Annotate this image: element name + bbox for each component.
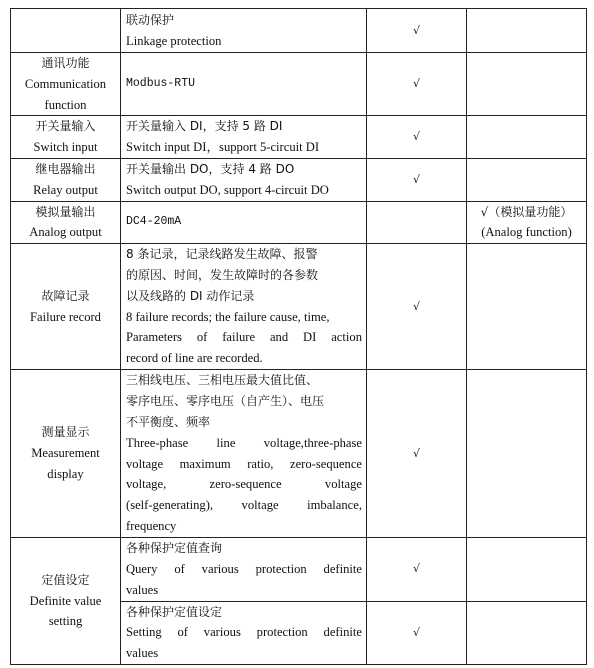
description-line: voltage maximum ratio, zero-sequence <box>126 456 362 471</box>
table-row <box>11 53 587 116</box>
description-cell <box>121 9 367 53</box>
optional-cell <box>467 9 587 53</box>
description-cell <box>121 370 367 538</box>
function-cell <box>11 9 121 53</box>
check-mark-icon: √ <box>412 299 420 313</box>
description: DC4-20mA <box>126 214 182 228</box>
description-line: (self-generating), voltage imbalance, <box>126 498 362 513</box>
description-line: 零序电压、零序电压（自产生）、电压 <box>126 394 325 409</box>
description-cell <box>121 601 367 664</box>
function-cell <box>11 201 121 244</box>
description-line: Three-phase line voltage,three-phase <box>126 435 362 450</box>
description-cell <box>121 53 367 116</box>
description-en: Switch output DO, support 4-circuit DO <box>126 182 329 197</box>
function-en: Measurement <box>31 446 100 461</box>
table-row <box>11 9 587 53</box>
description-line: 不平衡度、频率 <box>126 415 211 430</box>
function-cell <box>11 116 121 159</box>
description-line: 三相线电压、三相电压最大值比值、 <box>126 373 319 388</box>
check-mark-icon: √ <box>412 562 420 576</box>
optional-cell <box>467 158 587 201</box>
standard-check-cell <box>367 158 467 201</box>
optional-cell <box>467 244 587 370</box>
table-row <box>11 201 587 244</box>
description-cell <box>121 201 367 244</box>
function-cn: 开关量输入 <box>35 119 96 134</box>
description-cell <box>121 244 367 370</box>
description-line: frequency <box>126 519 177 534</box>
optional-cell <box>467 116 587 159</box>
function-en: display <box>47 467 84 482</box>
function-en: Communication <box>24 76 107 91</box>
standard-check-cell <box>367 201 467 244</box>
function-cn: 测量显示 <box>41 425 90 440</box>
standard-check-cell <box>367 53 467 116</box>
standard-check-cell <box>367 601 467 664</box>
description-line: 8 条记录，记录线路发生故障、报警 <box>126 247 318 262</box>
description-cn: 联动保护 <box>126 12 175 27</box>
optional-note-en: (Analog function) <box>481 225 572 240</box>
check-mark-icon: √ <box>412 77 420 91</box>
description-line: Setting of various protection definite <box>126 625 362 640</box>
optional-note-cn: √（模拟量功能） <box>480 204 573 219</box>
function-cell <box>11 538 121 665</box>
description-line: 的原因、时间，发生故障时的各参数 <box>126 268 319 283</box>
optional-cell <box>467 538 587 601</box>
standard-check-cell <box>367 538 467 601</box>
description-cell <box>121 538 367 601</box>
description-line: record of line are recorded. <box>126 351 263 366</box>
description-line: Parameters of failure and DI action <box>126 330 362 345</box>
table-row <box>11 116 587 159</box>
description-en: Switch input DI，support 5-circuit DI <box>126 140 320 155</box>
description-line: values <box>126 582 159 597</box>
table-row <box>11 538 587 601</box>
description-cn: 开关量输入 DI，支持 5 路 DI <box>126 119 283 134</box>
check-mark-icon: √ <box>412 172 420 186</box>
function-cn: 模拟量输出 <box>35 204 96 219</box>
check-mark-icon: √ <box>412 446 420 460</box>
description-line: 8 failure records; the failure cause, time, <box>126 309 330 324</box>
function-en: Failure record <box>30 309 101 324</box>
description-line: voltage, zero-sequence voltage <box>126 477 362 492</box>
description-en: Linkage protection <box>126 33 222 48</box>
function-en: Definite value <box>29 593 102 608</box>
function-cell <box>11 370 121 538</box>
function-cn: 故障记录 <box>41 288 90 303</box>
function-en: Switch input <box>33 140 98 155</box>
function-en: Relay output <box>33 182 98 197</box>
table-row <box>11 158 587 201</box>
standard-check-cell <box>367 9 467 53</box>
function-cn: 继电器输出 <box>35 161 96 176</box>
description-cn: 开关量输出 DO，支持 4 路 DO <box>126 161 295 176</box>
function-en: Analog output <box>29 225 102 240</box>
description-cell <box>121 158 367 201</box>
function-cell <box>11 244 121 370</box>
description-line: 各种保护定值查询 <box>126 541 223 556</box>
function-en: setting <box>48 614 83 629</box>
function-cn: 通讯功能 <box>41 56 90 70</box>
description-line: 以及线路的 DI 动作记录 <box>126 288 255 303</box>
standard-check-cell <box>367 244 467 370</box>
optional-cell <box>467 370 587 538</box>
description-cell <box>121 116 367 159</box>
optional-cell <box>467 601 587 664</box>
standard-check-cell <box>367 370 467 538</box>
function-en: function <box>44 97 87 112</box>
description: Modbus-RTU <box>126 76 196 90</box>
table-row <box>11 370 587 538</box>
description-line: 各种保护定值设定 <box>126 604 223 619</box>
check-mark-icon: √ <box>412 23 420 37</box>
description-line: values <box>126 646 159 661</box>
table-row <box>11 244 587 370</box>
check-mark-icon: √ <box>412 130 420 144</box>
function-cell <box>11 158 121 201</box>
optional-cell <box>467 53 587 116</box>
check-mark-icon: √ <box>412 625 420 639</box>
specification-table <box>10 8 587 665</box>
description-line: Query of various protection definite <box>126 561 362 576</box>
function-cn: 定值设定 <box>41 572 90 587</box>
standard-check-cell <box>367 116 467 159</box>
optional-cell <box>467 201 587 244</box>
function-cell <box>11 53 121 116</box>
